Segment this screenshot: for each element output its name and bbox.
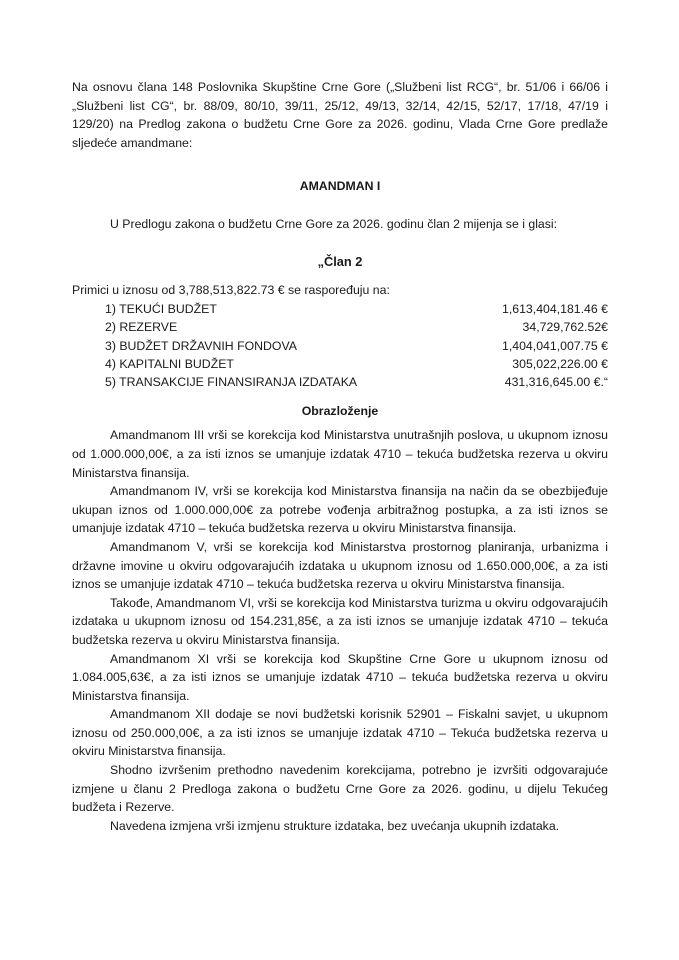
explanation-paragraph-5: Amandmanom V, vrši se korekcija kod Ministarstva prostornog planiranja, urbanizma i državne imovine u okviru odgovarajućih izdataka u ukupnom iznosu od 1.650.000,00€, a za isti iznos se umanjuje izdatak 4710 – tekuća budžetska rezerva u okviru Ministarstva finansija. xyxy=(72,539,608,592)
budget-item-label: 5) TRANSAKCIJE FINANSIRANJA IZDATAKA xyxy=(105,375,358,390)
intro-paragraph: Na osnovu člana 148 Poslovnika Skupštine Crne Gore („Službeni list RCG“, br. 51/06 i 66/06 i „Službeni list CG“, br. 88/09, 80/10, 39/11, 25/12, 49/13, 32/14, 42/15, 52/17, 17/18, 47/19 i 129/20) na Predlog zakona o budžetu Crne Gore za 2026. godinu, Vlada Crne Gore predlaže sljedeće amandmane: xyxy=(72,80,608,150)
spacer xyxy=(72,271,608,281)
receipts-line: Primici u iznosu od 3,788,513,822.73 € se raspoređuju na: xyxy=(72,283,390,298)
budget-row xyxy=(72,337,608,355)
budget-item-amount: 1,404,041,007.75 € xyxy=(502,338,608,353)
budget-item-amount: 1,613,404,181.46 € xyxy=(502,301,608,316)
explanation-paragraph-closing: Navedena izmjena vrši izmjenu strukture izdataka, bez uvećanja ukupnih izdataka. xyxy=(110,818,560,833)
budget-item-label: 1) TEKUĆI BUDŽET xyxy=(105,301,217,316)
spacer xyxy=(72,196,608,215)
spacer xyxy=(72,392,608,402)
budget-row xyxy=(72,300,608,318)
budget-row xyxy=(72,318,608,336)
explanation-paragraph-3: Amandmanom III vrši se korekcija kod Ministarstva unutrašnjih poslova, u ukupnom iznosu od 1.000.000,00€, a za isti iznos se umanjuje izdatak 4710 – tekuća budžetska rezerva u okviru Ministarstva finansija. xyxy=(72,428,608,480)
budget-item-amount: 34,729,762.52€ xyxy=(522,320,608,335)
explanation-paragraph-12: Amandmanom XII dodaje se novi budžetski korisnik 52901 – Fiskalni savjet, u ukupnom iznosu od 250.000,00€, a za isti iznos se umanjuje izdatak 4710 – Tekuća budžetska rezerva u okviru Ministarstva finansija. xyxy=(72,707,608,759)
spacer xyxy=(72,152,608,177)
explanation-paragraph-summary: Shodno izvršenim prethodno navedenim korekcijama, potrebno je izvršiti odgovarajuće izmjene u članu 2 Predloga zakona o budžetu Crne Gore za 2026. godinu, u dijelu Tekućeg budžeta i Rezerve. xyxy=(72,763,608,815)
amendment-title: AMANDMAN I xyxy=(299,179,381,194)
budget-row xyxy=(72,355,608,373)
article-heading: „Član 2 xyxy=(317,253,363,269)
budget-item-label: 3) BUDŽET DRŽAVNIH FONDOVA xyxy=(105,338,297,353)
spacer xyxy=(72,234,608,253)
budget-allocation-list xyxy=(72,300,608,392)
explanation-paragraph-11: Amandmanom XI vrši se korekcija kod Skupštine Crne Gore u ukupnom iznosu od 1.084.005,63€, a za isti iznos se umanjuje izdatak 4710 – tekuća budžetska rezerva u okviru Ministarstva finansija. xyxy=(72,651,608,703)
budget-item-label: 4) KAPITALNI BUDŽET xyxy=(105,356,234,371)
explanation-paragraph-4: Amandmanom IV, vrši se korekcija kod Ministarstva finansija na način da se obezbijeđuje ukupan iznos od 1.000.000,00€ za potrebe vođenja arbitražnog postupka, a za isti iznos se umanjuje izdatak 4710 – tekuća budžetska rezerva u okviru Ministarstva finansija. xyxy=(72,484,608,536)
budget-row xyxy=(72,373,608,391)
budget-item-label: 2) REZERVE xyxy=(105,320,178,335)
explanation-heading: Obrazloženje xyxy=(301,403,379,418)
budget-item-amount: 305,022,226.00 € xyxy=(512,356,608,371)
explanation-paragraph-6: Takođe, Amandmanom VI, vrši se korekcija kod Ministarstva turizma u okviru odgovarajućih izdataka u ukupnom iznosu od 154.231,85€, a za isti iznos se umanjuje izdatak 4710 – tekuća budžetska rezerva u okviru Ministarstva finansija. xyxy=(72,595,608,647)
budget-item-amount: 431,316,645.00 €.“ xyxy=(504,375,608,390)
amendment-lead-paragraph: U Predlogu zakona o budžetu Crne Gore za 2026. godinu član 2 mijenja se i glasi: xyxy=(110,216,558,231)
